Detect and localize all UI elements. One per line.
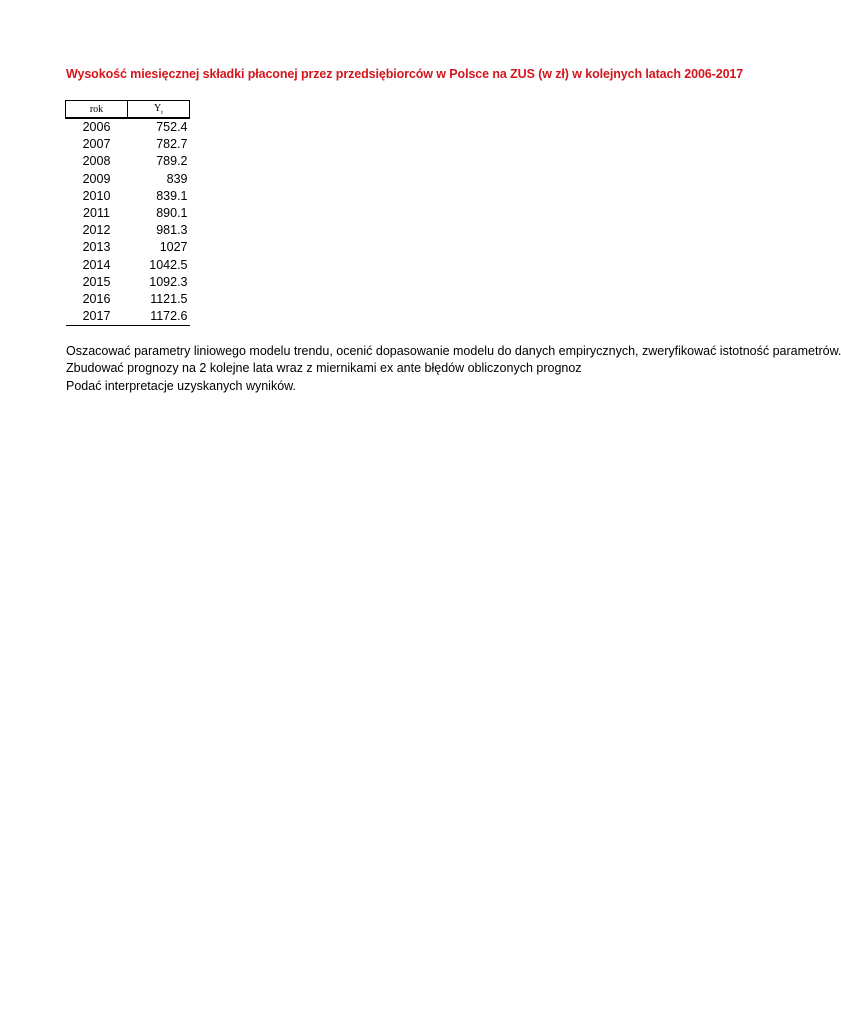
- year-cell: 2015: [82, 274, 111, 289]
- table-row: [66, 205, 190, 222]
- value-cell: 1092.3: [149, 274, 188, 289]
- instruction-line-2: Zbudować prognozy na 2 kolejne lata wraz z miernikami ex ante błędów obliczonych prognoz: [66, 361, 582, 376]
- value-cell: 839: [166, 171, 188, 186]
- year-cell: 2008: [82, 154, 111, 169]
- year-cell: 2014: [82, 257, 111, 272]
- year-cell: 2009: [82, 171, 111, 186]
- header-yt: [128, 101, 190, 119]
- table-row: [66, 291, 190, 308]
- year-cell: 2012: [82, 223, 111, 238]
- value-cell: 1172.6: [128, 308, 190, 326]
- value-cell: 890.1: [156, 206, 188, 221]
- value-cell: 752.4: [156, 120, 188, 134]
- value-cell: 1121.5: [150, 292, 188, 307]
- table-row: [66, 257, 190, 274]
- header-yt-base: Y: [154, 102, 162, 114]
- sheet-title: Wysokość miesięcznej składki płaconej przez przedsiębiorców w Polsce na ZUS (w zł) w kolejnych latach 2006-2017: [66, 67, 744, 81]
- instruction-line-1: Oszacować parametry liniowego modelu trendu, ocenić dopasowanie modelu do danych empirycznych, zweryfikować istotność parametrów.: [66, 344, 841, 358]
- value-cell: 981.3: [156, 223, 188, 238]
- value-cell: 782.7: [156, 137, 188, 152]
- year-cell: 2010: [82, 188, 111, 203]
- table-row: [66, 153, 190, 170]
- header-yt-sub: t: [161, 109, 163, 116]
- table-row: [66, 118, 190, 136]
- table-row: [66, 308, 190, 326]
- table-row: [66, 239, 190, 256]
- instructions-container: [66, 343, 841, 403]
- year-cell: 2016: [82, 292, 111, 307]
- table-row: [66, 188, 190, 205]
- instruction-line-3: Podać interpretacje uzyskanych wyników.: [66, 378, 296, 393]
- year-cell: 2013: [82, 240, 111, 255]
- table-row: [66, 136, 190, 153]
- table-header-row: [66, 101, 190, 119]
- value-cell: 789.2: [156, 154, 188, 169]
- title-container: [66, 66, 744, 84]
- table-row: [66, 222, 190, 239]
- value-cell: 839.1: [156, 188, 188, 203]
- table-row: [66, 171, 190, 188]
- instructions: [66, 343, 841, 395]
- year-cell: 2006: [82, 120, 111, 134]
- table-row: [66, 274, 190, 291]
- data-table: [65, 100, 190, 326]
- value-cell: 1027: [159, 240, 188, 255]
- year-cell: 2007: [82, 137, 111, 152]
- year-cell: 2011: [83, 206, 110, 221]
- value-cell: 1042.5: [149, 257, 188, 272]
- year-cell: 2017: [66, 308, 128, 326]
- header-rok: rok: [66, 101, 128, 119]
